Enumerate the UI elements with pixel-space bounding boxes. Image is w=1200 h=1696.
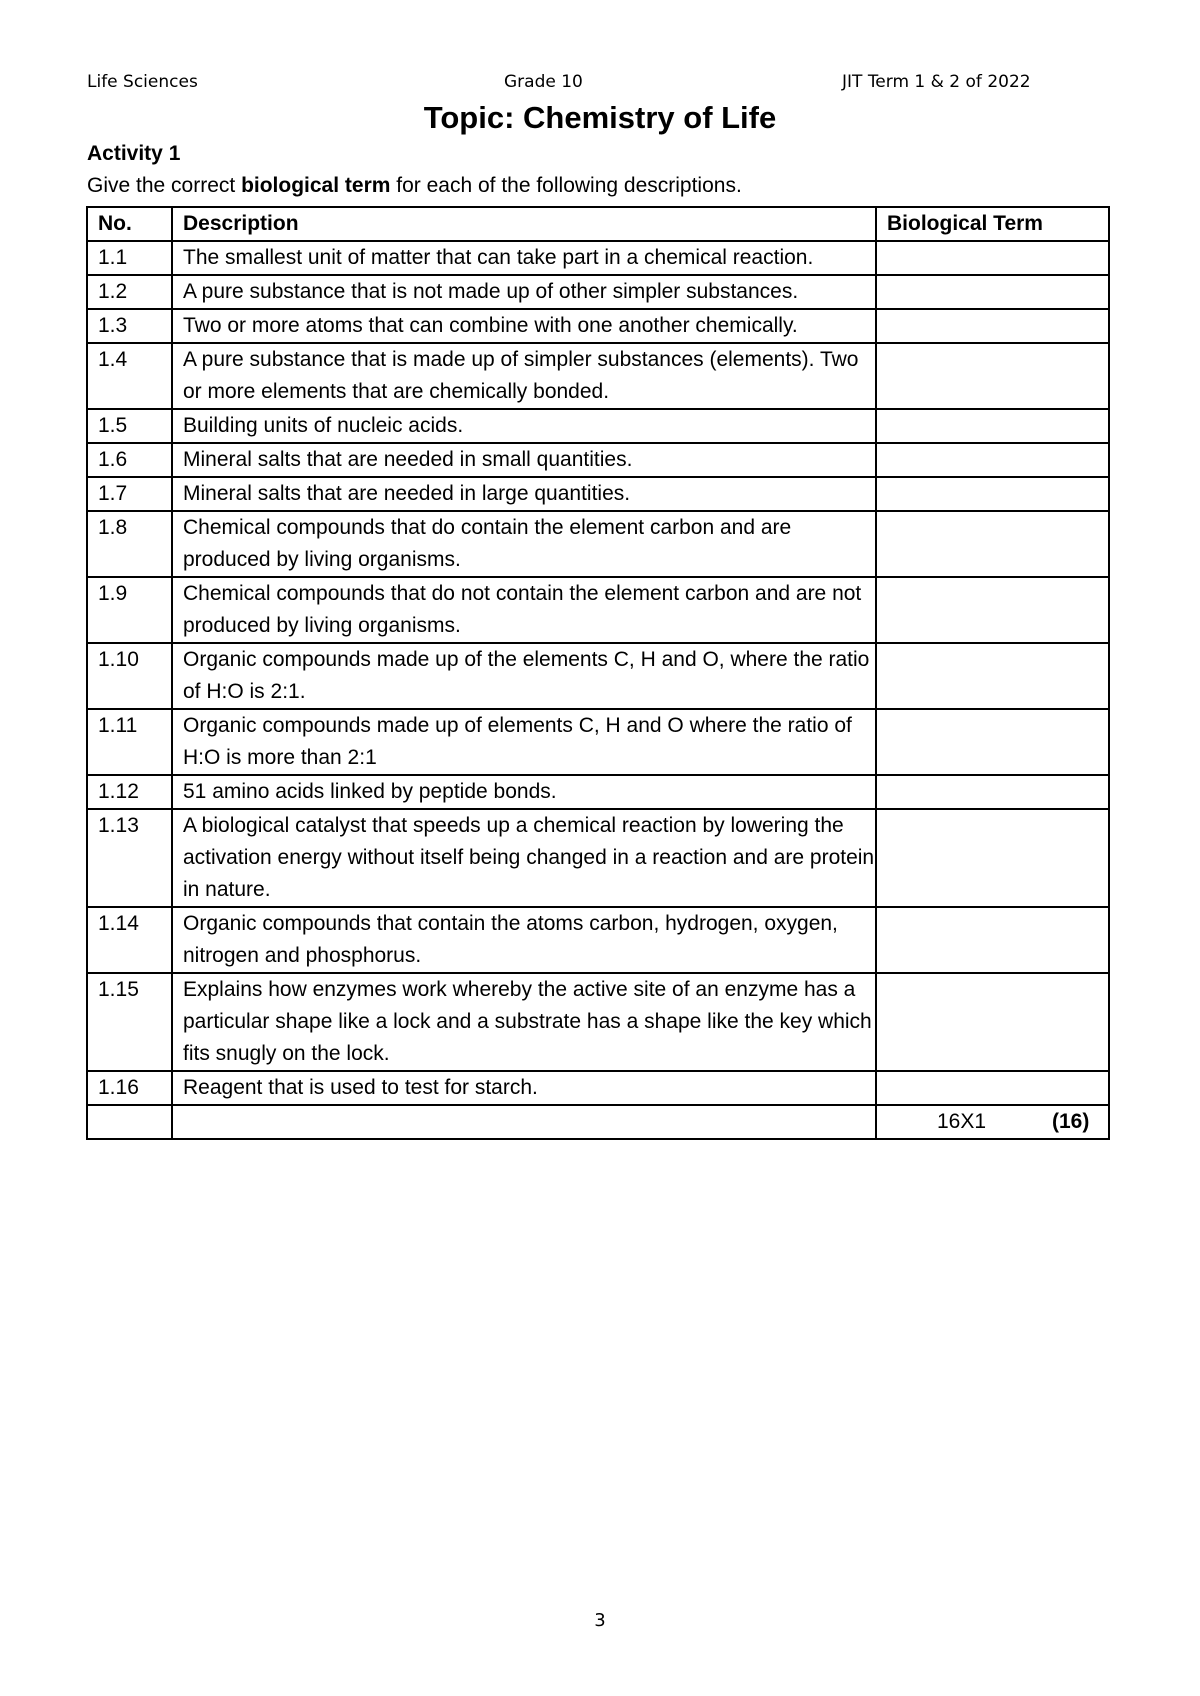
row-description: Two or more atoms that can combine with one another chemically.	[172, 309, 876, 343]
instructions-before: Give the correct	[87, 174, 242, 197]
instructions-after: for each of the following descriptions.	[390, 174, 742, 197]
topic-title: Topic: Chemistry of Life	[423, 100, 777, 135]
row-description: Explains how enzymes work whereby the active site of an enzyme has a particular shape like a lock and a substrate has a shape like the key which fits snugly on the lock.	[172, 973, 876, 1071]
row-biological-term-answer[interactable]	[876, 511, 1109, 577]
row-number: 1.10	[87, 643, 172, 709]
row-number: 1.11	[87, 709, 172, 775]
table-total-row	[87, 1105, 1109, 1139]
row-description: Chemical compounds that do contain the element carbon and are produced by living organisms.	[172, 511, 876, 577]
table-row	[87, 275, 1109, 309]
instructions	[87, 174, 742, 198]
row-description: Chemical compounds that do not contain the element carbon and are not produced by living organisms.	[172, 577, 876, 643]
table-row	[87, 907, 1109, 973]
row-number: 1.5	[87, 409, 172, 443]
row-biological-term-answer[interactable]	[876, 343, 1109, 409]
row-description: A pure substance that is made up of simpler substances (elements). Two or more elements that are chemically bonded.	[172, 343, 876, 409]
row-biological-term-answer[interactable]	[876, 775, 1109, 809]
row-number: 1.1	[87, 241, 172, 275]
row-biological-term-answer[interactable]	[876, 907, 1109, 973]
row-number: 1.14	[87, 907, 172, 973]
row-number: 1.12	[87, 775, 172, 809]
row-description: A biological catalyst that speeds up a chemical reaction by lowering the activation energy without itself being changed in a reaction and are protein in nature.	[172, 809, 876, 907]
instructions-bold: biological term	[241, 174, 391, 197]
total-empty-description	[172, 1105, 876, 1139]
terms-table	[86, 206, 1110, 1140]
row-number: 1.9	[87, 577, 172, 643]
header-no: No.	[87, 207, 172, 241]
header-term: JIT Term 1 & 2 of 2022	[842, 72, 1031, 92]
table-row	[87, 577, 1109, 643]
row-description: Organic compounds that contain the atoms carbon, hydrogen, oxygen, nitrogen and phosphorus.	[172, 907, 876, 973]
row-biological-term-answer[interactable]	[876, 309, 1109, 343]
header-grade: Grade 10	[504, 72, 583, 92]
row-description: Building units of nucleic acids.	[172, 409, 876, 443]
total-label: 16X1	[937, 1110, 987, 1133]
row-number: 1.3	[87, 309, 172, 343]
row-biological-term-answer[interactable]	[876, 709, 1109, 775]
header-description: Description	[172, 207, 876, 241]
table-row	[87, 643, 1109, 709]
table-row	[87, 809, 1109, 907]
table-row	[87, 973, 1109, 1071]
row-biological-term-answer[interactable]	[876, 809, 1109, 907]
row-biological-term-answer[interactable]	[876, 443, 1109, 477]
table-row	[87, 1071, 1109, 1105]
row-biological-term-answer[interactable]	[876, 241, 1109, 275]
table-row	[87, 477, 1109, 511]
table-body	[87, 241, 1109, 1105]
header-biological-term: Biological Term	[876, 207, 1109, 241]
table-row	[87, 343, 1109, 409]
row-description: 51 amino acids linked by peptide bonds.	[172, 775, 876, 809]
row-number: 1.2	[87, 275, 172, 309]
row-biological-term-answer[interactable]	[876, 275, 1109, 309]
row-description: The smallest unit of matter that can take part in a chemical reaction.	[172, 241, 876, 275]
row-number: 1.7	[87, 477, 172, 511]
row-description: Mineral salts that are needed in small quantities.	[172, 443, 876, 477]
page-number: 3	[594, 1610, 606, 1631]
table-row	[87, 709, 1109, 775]
table-row	[87, 511, 1109, 577]
row-description: Organic compounds made up of elements C, H and O where the ratio of H:O is more than 2:1	[172, 709, 876, 775]
row-biological-term-answer[interactable]	[876, 409, 1109, 443]
row-biological-term-answer[interactable]	[876, 1071, 1109, 1105]
row-description: Organic compounds made up of the elements C, H and O, where the ratio of H:O is 2:1.	[172, 643, 876, 709]
header-subject: Life Sciences	[87, 72, 198, 92]
row-biological-term-answer[interactable]	[876, 577, 1109, 643]
table-header-row	[87, 207, 1109, 241]
row-description: A pure substance that is not made up of other simpler substances.	[172, 275, 876, 309]
total-empty-no	[87, 1105, 172, 1139]
activity-title: Activity 1	[87, 142, 181, 165]
row-number: 1.13	[87, 809, 172, 907]
total-cell	[876, 1105, 1109, 1139]
row-description: Reagent that is used to test for starch.	[172, 1071, 876, 1105]
total-marks: (16)	[1052, 1110, 1090, 1133]
table-row	[87, 775, 1109, 809]
row-biological-term-answer[interactable]	[876, 643, 1109, 709]
table-row	[87, 443, 1109, 477]
row-number: 1.4	[87, 343, 172, 409]
table-row	[87, 241, 1109, 275]
row-biological-term-answer[interactable]	[876, 973, 1109, 1071]
table-row	[87, 309, 1109, 343]
table-row	[87, 409, 1109, 443]
row-number: 1.15	[87, 973, 172, 1071]
row-description: Mineral salts that are needed in large quantities.	[172, 477, 876, 511]
page-header	[87, 72, 1107, 100]
row-number: 1.6	[87, 443, 172, 477]
row-number: 1.16	[87, 1071, 172, 1105]
row-number: 1.8	[87, 511, 172, 577]
row-biological-term-answer[interactable]	[876, 477, 1109, 511]
